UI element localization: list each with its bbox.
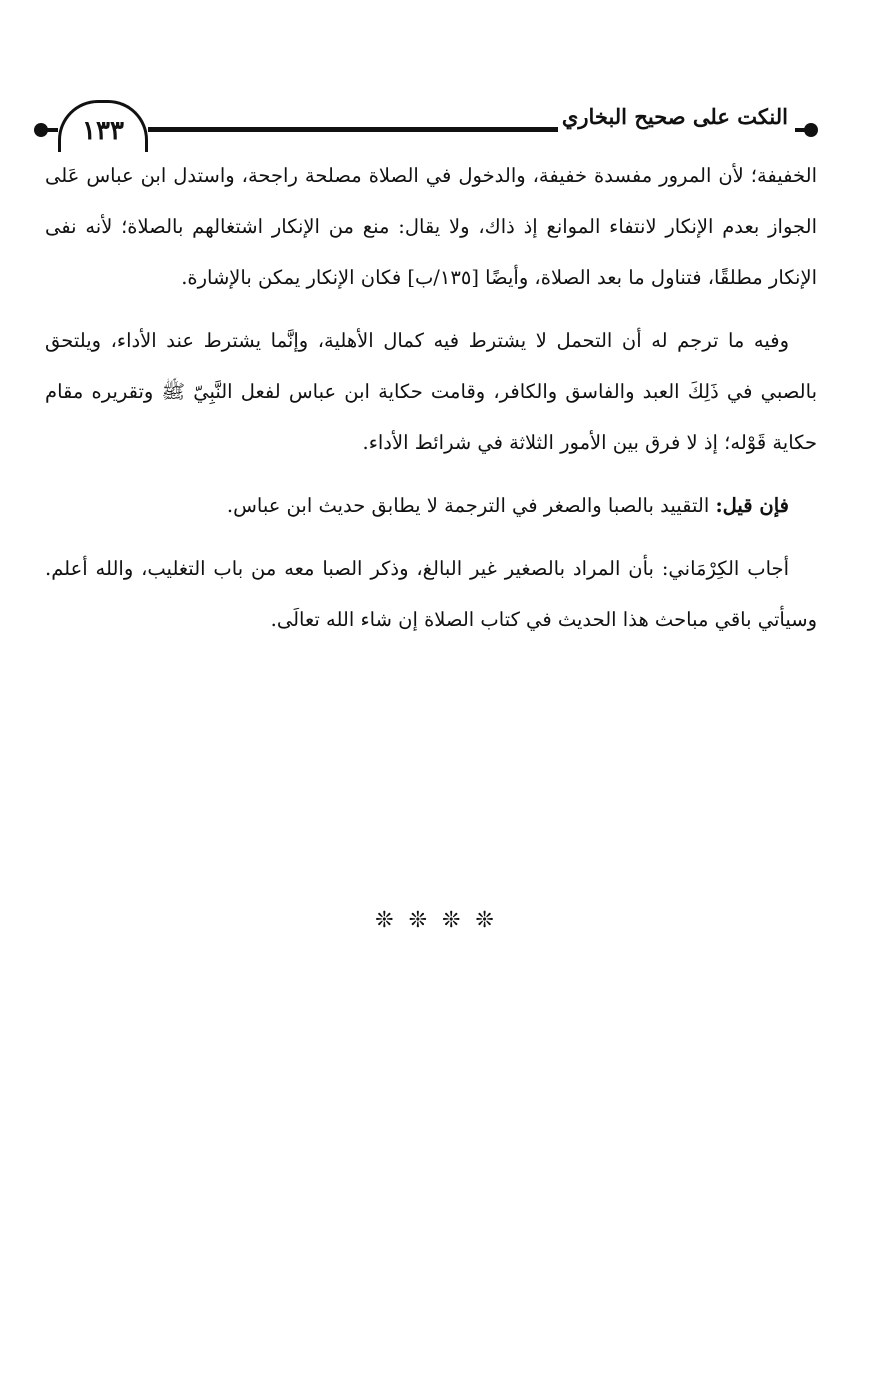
header-bullet-left-icon [34,123,48,137]
header-bullet-right-icon [804,123,818,137]
section-divider-ornament: ❊ ❊ ❊ ❊ [375,908,498,933]
paragraph-3 [45,480,817,531]
paragraph-2: وفيه ما ترجم له أن التحمل لا يشترط فيه كمال الأهلية، وإنَّما يشترط عند الأداء، ويلتحق بالصبي في ذَلِكَ العبد والفاسق والكافر، وقامت حكاية ابن عباس لفعل النَّبِيّ ﷺ وتقريره مقام حكاية قَوْله؛ إذ لا فرق بين الأمور الثلاثة في شرائط الأداء. [45,329,817,454]
paragraph-1: الخفيفة؛ لأن المرور مفسدة خفيفة، والدخول في الصلاة مصلحة راجحة، واستدل ابن عباس عَلى الجواز بعدم الإنكار لانتفاء الموانع إذ ذاك، ولا يقال: منع من الإنكار اشتغالهم بالصلاة؛ لأنه نفى الإنكار مطلقًا، فتناول ما بعد الصلاة، وأيضًا [١٣٥/ب] فكان الإنكار يمكن بالإشارة. [45,164,817,289]
question-text: التقييد بالصبا والصغر في الترجمة لا يطابق حديث ابن عباس. [226,494,716,517]
header-rule [148,127,558,132]
paragraph-4: أجاب الكِرْمَاني: بأن المراد بالصغير غير البالغ، وذكر الصبا معه من باب التغليب، والله أعلم. وسيأتي باقي مباحث هذا الحديث في كتاب الصلاة إن شاء الله تعالَى. [45,557,817,631]
page-number: ١٣٣ [58,100,148,152]
question-lead: فإن قيل: [715,494,789,517]
body-text [45,150,817,657]
running-title: النكت على صحيح البخاري [561,104,788,129]
